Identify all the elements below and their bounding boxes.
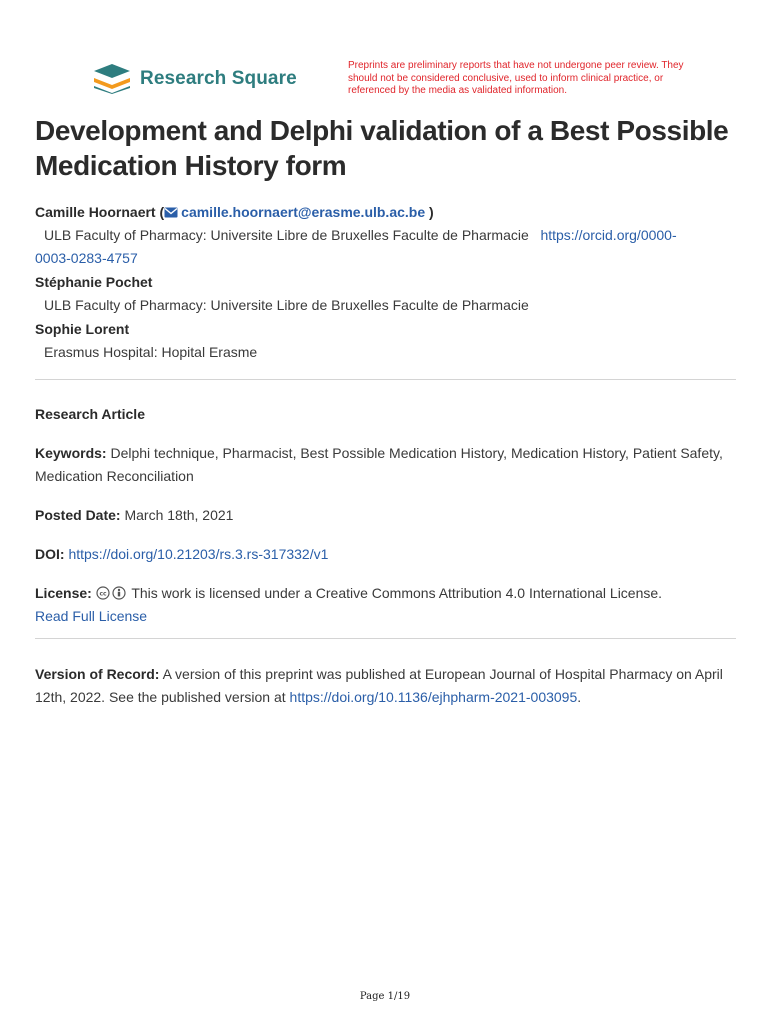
research-square-logo-icon [94,64,132,94]
author-affiliation: ULB Faculty of Pharmacy: Universite Libre de Bruxelles Faculte de Pharmacie [44,297,529,313]
email-icon [164,207,178,218]
author-affiliation: ULB Faculty of Pharmacy: Universite Libre de Bruxelles Faculte de Pharmacie [44,227,529,243]
author-name: Sophie Lorent [35,321,130,337]
keywords-value: Delphi technique, Pharmacist, Best Possible Medication History, Medication History, Patient Safety, Medication Reconciliation [35,445,723,484]
orcid-link[interactable]: https://orcid.org/0000- [540,227,677,243]
author-affiliation: Erasmus Hospital: Hopital Erasme [44,344,258,360]
divider [35,638,736,639]
svg-text:cc: cc [99,590,107,598]
vor-text: A version of this preprint was published at European Journal of Hospital Pharmacy on April 12th, 2022. See the published version at [35,666,723,705]
logo-text: Research Square [140,68,297,89]
author-block-2 [35,271,735,317]
vor-end: . [577,689,582,705]
preprint-disclaimer: Preprints are preliminary reports that have not undergone peer review. They should not be considered conclusive, used to inform clinical practice, or referenced by the media as validated information. [348,60,684,96]
attribution-icon [112,586,126,600]
version-of-record [35,663,735,709]
article-type: Research Article [35,406,145,422]
page-number: Page 1/19 [359,991,411,1002]
doi-link[interactable]: https://doi.org/10.21203/rs.3.rs-317332/v1 [68,546,329,562]
author-name: Stéphanie Pochet [35,274,153,290]
license-text: This work is licensed under a Creative Commons Attribution 4.0 International License. [131,585,663,601]
keywords-label: Keywords: [35,445,107,461]
license [35,582,735,628]
license-label: License: [35,585,92,601]
author-block-3 [35,318,735,364]
doi [35,543,735,566]
author-block-1 [35,201,735,270]
author-email-link[interactable]: camille.hoornaert@erasme.ulb.ac.be [181,204,426,220]
author-name: Camille Hoornaert [35,204,156,220]
vor-link[interactable]: https://doi.org/10.1136/ejhpharm-2021-003095 [289,689,578,705]
orcid-link-continued[interactable]: 0003-0283-4757 [35,250,138,266]
research-square-logo[interactable] [94,64,297,94]
posted-date-label: Posted Date: [35,507,121,523]
keywords [35,442,735,488]
paper-title: Development and Delphi validation of a Best Possible Medication History form [35,115,729,181]
posted-date-value: March 18th, 2021 [124,507,234,523]
divider [35,379,736,380]
creative-commons-icon [96,586,110,600]
paren-open: ( [159,204,165,220]
doi-label: DOI: [35,546,65,562]
read-full-license-link[interactable]: Read Full License [35,608,148,624]
paren-close: ) [429,204,434,220]
posted-date [35,504,735,527]
vor-label: Version of Record: [35,666,160,682]
